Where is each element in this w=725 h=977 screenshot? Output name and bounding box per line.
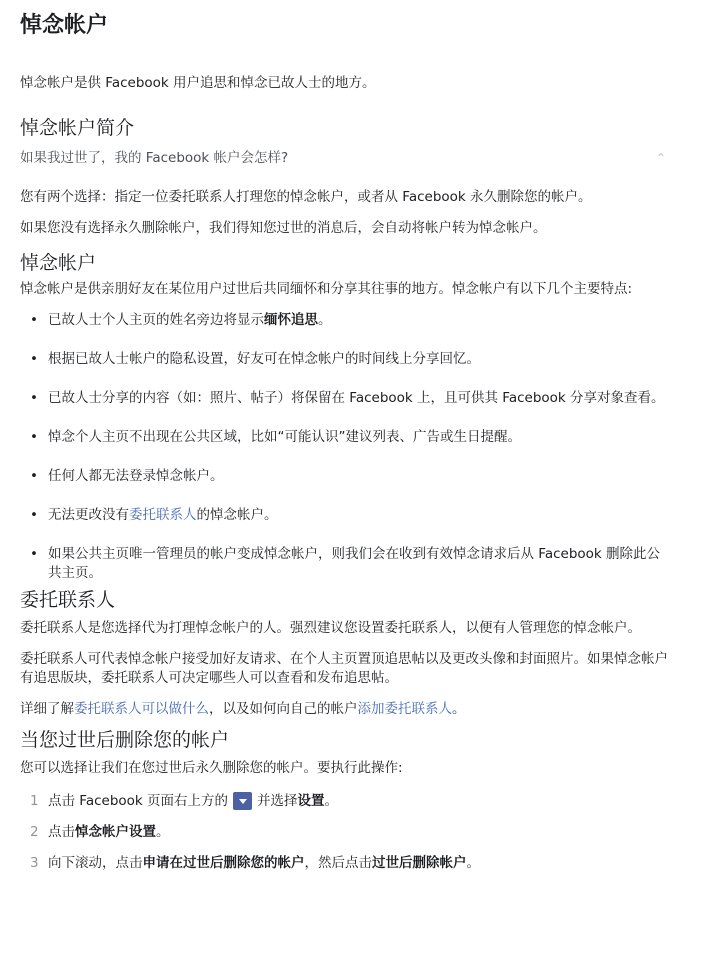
section-heading-legacy-contact: 委托联系人 xyxy=(20,589,116,611)
legacy-contact-p1: 委托联系人是您选择代为打理悼念帐户的人。强烈建议您设置委托联系人，以便有人管理您的悼念帐户。 xyxy=(20,620,641,636)
add-legacy-contact-link[interactable]: 添加委托联系人 xyxy=(357,701,452,717)
faq-answer-p2: 如果您没有选择永久删除帐户，我们得知您过世的消息后，会自动将帐户转为悼念帐户。 xyxy=(20,220,547,236)
faq-question-text: 如果我过世了，我的 Facebook 帐户会怎样? xyxy=(20,150,289,166)
list-item: 1 点击 Facebook 页面右上方的 并选择设置。 xyxy=(30,793,339,809)
memorialized-description: 悼念帐户是供亲朋好友在某位用户过世后共同缅怀和分享其往事的地方。悼念帐户有以下几个主要特点: xyxy=(20,281,633,297)
section-heading-intro: 悼念帐户简介 xyxy=(20,117,135,139)
list-item: • 根据已故人士帐户的隐私设置，好友可在悼念帐户的时间线上分享回忆。 xyxy=(30,350,670,369)
list-item: • 如果公共主页唯一管理员的帐户变成悼念帐户，则我们会在收到有效悼念请求后从 Facebook 删除此公共主页。 xyxy=(30,545,670,583)
page-title: 悼念帐户 xyxy=(20,13,109,38)
list-item: • 悼念个人主页不出现在公共区域，比如“可能认识”建议列表、广告或生日提醒。 xyxy=(30,428,670,447)
section-heading-memorialized: 悼念帐户 xyxy=(20,252,97,274)
faq-answer-p1: 您有两个选择：指定一位委托联系人打理您的悼念帐户，或者从 Facebook 永久删除您的帐户。 xyxy=(20,189,592,205)
list-item: • 任何人都无法登录悼念帐户。 xyxy=(30,467,670,486)
list-item: • 已故人士个人主页的姓名旁边将显示缅怀追思。 xyxy=(30,311,670,330)
legacy-contact-p3: 详细了解委托联系人可以做什么，以及如何向自己的帐户添加委托联系人。 xyxy=(20,701,466,717)
list-item: 2 点击悼念帐户设置。 xyxy=(30,824,170,840)
feature-list xyxy=(20,311,670,583)
faq-question-toggle[interactable] xyxy=(20,149,670,168)
delete-steps-list xyxy=(20,792,670,873)
list-item: • 无法更改没有委托联系人的悼念帐户。 xyxy=(30,506,670,525)
section-heading-delete-account: 当您过世后删除您的帐户 xyxy=(20,729,230,751)
delete-account-description: 您可以选择让我们在您过世后永久删除您的帐户。要执行此操作: xyxy=(20,760,403,776)
what-legacy-contact-can-do-link[interactable]: 委托联系人可以做什么 xyxy=(74,701,209,717)
list-item: 3 向下滚动，点击申请在过世后删除您的帐户，然后点击过世后删除帐户。 xyxy=(30,855,480,871)
list-item: • 已故人士分享的内容（如：照片、帖子）将保留在 Facebook 上，且可供其 Facebook 分享对象查看。 xyxy=(30,389,670,408)
chevron-up-icon[interactable]: ⌃ xyxy=(655,151,666,165)
intro-text: 悼念帐户是供 Facebook 用户追思和悼念已故人士的地方。 xyxy=(20,75,376,91)
legacy-contact-link[interactable]: 委托联系人 xyxy=(129,507,197,523)
legacy-contact-p2: 委托联系人可代表悼念帐户接受加好友请求、在个人主页置顶追思帖以及更改头像和封面照片。如果悼念帐户有追思版块，委托联系人可决定哪些人可以查看和发布追思帖。 xyxy=(20,651,668,686)
dropdown-menu-icon[interactable] xyxy=(233,792,252,810)
